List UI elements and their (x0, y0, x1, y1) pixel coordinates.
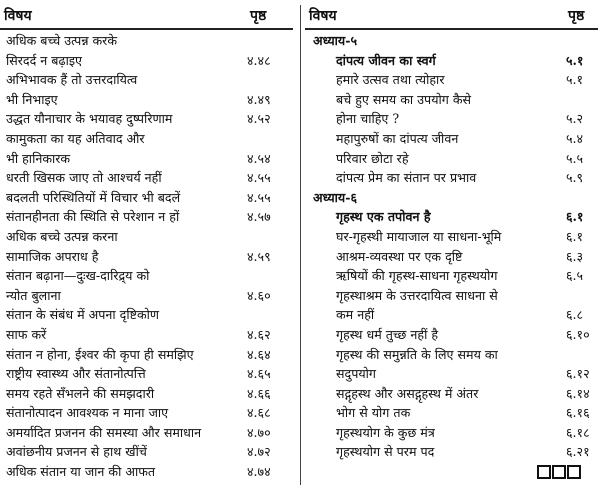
toc-entry (0, 207, 300, 227)
toc-entry-page: ५.९ (566, 170, 584, 186)
left-toc-list (0, 31, 300, 482)
left-header (0, 6, 300, 28)
toc-entry (305, 90, 605, 110)
toc-entry (305, 286, 605, 306)
toc-entry-title: संतानोत्पादन आवश्यक न माना जाए (6, 405, 169, 421)
toc-entry-title: महापुरुषों का दांपत्य जीवन (336, 130, 459, 146)
toc-entry (0, 345, 300, 365)
toc-entry-title: अभिभावक हैं तो उत्तरदायित्व (6, 72, 138, 88)
toc-entry (305, 442, 605, 462)
toc-entry (0, 90, 300, 110)
toc-entry-page: ६.१२ (566, 366, 590, 382)
toc-entry-title: सिरदर्द न बढ़ाइए (6, 52, 82, 68)
toc-entry (0, 266, 300, 286)
toc-entry-page: ६.५ (566, 268, 584, 284)
toc-entry-title: गृहस्थ एक तपोवन है (336, 209, 431, 225)
toc-entry-page: ६.१ (566, 228, 584, 244)
toc-entry (305, 384, 605, 404)
toc-entry-title: राष्ट्रीय स्वास्थ्य और संतानोत्पत्ति (6, 366, 146, 382)
toc-entry-page: ४.७० (247, 424, 271, 440)
toc-entry (0, 364, 300, 384)
toc-entry (0, 31, 300, 51)
toc-entry-title: संतान बढ़ाना—दुःख-दारिद्र्य को (6, 268, 150, 284)
toc-entry (0, 51, 300, 71)
square-icon (567, 465, 581, 479)
right-page-heading: पृष्ठ (568, 8, 585, 24)
toc-entry-title: समय रहते सँभलने की समझदारी (6, 385, 155, 401)
toc-entry (0, 188, 300, 208)
toc-entry (0, 227, 300, 247)
toc-entry-title: होना चाहिए ? (336, 111, 400, 127)
toc-entry-title: संतान के संबंध में अपना दृष्टिकोण (6, 307, 159, 323)
toc-entry-title: अधिक बच्चे उत्पन्न करके (6, 33, 117, 48)
toc-entry-page: ६.१४ (566, 385, 590, 401)
toc-entry-title: कामुकता का यह अतिवाद और (6, 130, 145, 146)
column-divider (300, 5, 301, 485)
toc-entry-title: गृहस्थाश्रम के उत्तरदायित्व साधना से (336, 287, 498, 303)
toc-entry-title: दांपत्य जीवन का स्वर्ग (336, 52, 436, 68)
toc-entry-page: ४.५४ (247, 150, 271, 166)
toc-entry-title: गृहस्थयोग के कुछ मंत्र (336, 424, 435, 440)
toc-entry-title: अमर्यादित प्रजनन की समस्या और समाधान (6, 424, 202, 440)
right-header (305, 6, 605, 28)
toc-entry (0, 70, 300, 90)
toc-entry-title: दांपत्य प्रेम का संतान पर प्रभाव (336, 170, 477, 186)
toc-entry-title: घर-गृहस्थी मायाजाल या साधना-भूमि (336, 228, 502, 244)
toc-entry-title: संतानहीनता की स्थिति से परेशान न हों (6, 209, 180, 225)
toc-entry-title: परिवार छोटा रहे (336, 150, 409, 166)
toc-entry-title: गृहस्थ की समुन्नति के लिए समय का (336, 346, 498, 362)
toc-entry-title: धरती खिसक जाए तो आश्चर्य नहीं (6, 170, 162, 186)
right-toc-list (305, 31, 605, 462)
square-icon (552, 465, 566, 479)
toc-entry-title: अवांछनीय प्रजनन से हाथ खींचें (6, 444, 147, 460)
toc-entry-page: ६.१० (566, 326, 590, 342)
toc-entry-title: सद्गृहस्थ और असद्गृहस्थ में अंतर (336, 385, 479, 401)
toc-entry (305, 188, 605, 208)
toc-entry-page: ४.५५ (247, 170, 271, 186)
chapter-heading: अध्याय-५ (313, 33, 358, 48)
toc-entry-page: ५.१ (566, 52, 584, 68)
toc-entry (305, 364, 605, 384)
toc-entry-page: ५.५ (566, 150, 584, 166)
toc-entry-title: उद्धत यौनाचार के भयावह दुष्परिणाम (6, 111, 173, 127)
toc-entry (305, 31, 605, 51)
toc-entry-title: अधिक बच्चे उत्पन्न करना (6, 228, 118, 244)
toc-entry (0, 325, 300, 345)
toc-entry (0, 403, 300, 423)
toc-entry-page: ६.२१ (566, 444, 590, 460)
toc-entry (0, 286, 300, 306)
toc-entry (305, 207, 605, 227)
toc-entry-page: ६.१६ (566, 405, 590, 421)
toc-entry-title: भी निभाइए (6, 91, 58, 107)
toc-entry (0, 129, 300, 149)
toc-entry-title: न्योत बुलाना (6, 287, 61, 303)
toc-entry-page: ५.१ (566, 72, 584, 88)
toc-entry-page: ४.५२ (247, 111, 271, 127)
toc-entry-page: ६.१ (566, 209, 584, 225)
toc-entry (305, 423, 605, 443)
toc-entry-page: ६.१८ (566, 424, 590, 440)
toc-entry-page: ४.६५ (247, 366, 271, 382)
toc-entry (0, 305, 300, 325)
square-icon (537, 465, 551, 479)
toc-entry (0, 168, 300, 188)
toc-entry (305, 70, 605, 90)
toc-entry-page: ४.६४ (247, 346, 271, 362)
toc-entry (305, 168, 605, 188)
toc-entry-page: ४.६६ (247, 385, 271, 401)
toc-entry (305, 247, 605, 267)
toc-entry-page: ६.८ (566, 307, 584, 323)
toc-entry-page: ४.६२ (247, 326, 271, 342)
toc-entry-page: ४.६० (247, 287, 271, 303)
left-page-heading: पृष्ठ (250, 8, 267, 24)
toc-entry-page: ५.४ (566, 130, 584, 146)
toc-entry-page: ४.५५ (247, 189, 271, 205)
toc-entry-title: अधिक संतान या जान की आफत (6, 464, 156, 480)
toc-entry (305, 227, 605, 247)
toc-entry (305, 51, 605, 71)
toc-entry-page: ५.२ (566, 111, 584, 127)
toc-entry-title: भी हानिकारक (6, 150, 71, 166)
toc-entry-title: साफ करें (6, 326, 47, 342)
right-header-rule (305, 28, 598, 30)
toc-entry (0, 149, 300, 169)
toc-entry-page: ४.५९ (247, 248, 271, 264)
toc-entry (305, 325, 605, 345)
toc-entry (0, 462, 300, 482)
toc-entry-title: कम नहीं (336, 307, 375, 323)
toc-entry-title: बचे हुए समय का उपयोग कैसे (336, 91, 472, 107)
left-header-rule (0, 28, 293, 30)
right-topic-heading: विषय (309, 8, 337, 24)
toc-entry (305, 403, 605, 423)
toc-entry (0, 442, 300, 462)
toc-entry-title: संतान न होना, ईश्वर की कृपा ही समझिए (6, 346, 194, 362)
toc-entry-page: ४.७४ (247, 464, 271, 480)
toc-entry (305, 305, 605, 325)
toc-entry-title: ऋषियों की गृहस्थ-साधना गृहस्थयोग (336, 268, 498, 284)
toc-entry (305, 345, 605, 365)
toc-entry-title: भोग से योग तक (336, 405, 411, 421)
toc-entry (0, 247, 300, 267)
toc-entry (305, 149, 605, 169)
toc-entry (0, 423, 300, 443)
toc-entry-page: ४.४८ (247, 52, 271, 68)
toc-entry (0, 384, 300, 404)
end-mark-icon (537, 464, 582, 479)
toc-entry-page: ४.६८ (247, 405, 271, 421)
toc-entry-page: ४.४९ (247, 91, 271, 107)
toc-entry-title: सदुपयोग (336, 366, 377, 382)
toc-entry-title: गृहस्थयोग से परम पद (336, 444, 435, 460)
toc-entry-page: ४.५७ (247, 209, 271, 225)
toc-entry (305, 109, 605, 129)
toc-entry (305, 266, 605, 286)
toc-entry (305, 129, 605, 149)
toc-entry (0, 109, 300, 129)
toc-entry-page: ६.३ (566, 248, 584, 264)
toc-entry-title: गृहस्थ धर्म तुच्छ नहीं है (336, 326, 439, 342)
toc-entry-title: बदलती परिस्थितियों में विचार भी बदलें (6, 189, 181, 205)
chapter-heading: अध्याय-६ (313, 189, 358, 205)
toc-entry-page: ४.७२ (247, 444, 271, 460)
toc-entry-title: हमारे उत्सव तथा त्योहार (336, 72, 445, 88)
left-topic-heading: विषय (4, 8, 32, 24)
toc-entry-title: सामाजिक अपराध है (6, 248, 99, 264)
toc-entry-title: आश्रम-व्यवस्था पर एक दृष्टि (336, 248, 463, 264)
